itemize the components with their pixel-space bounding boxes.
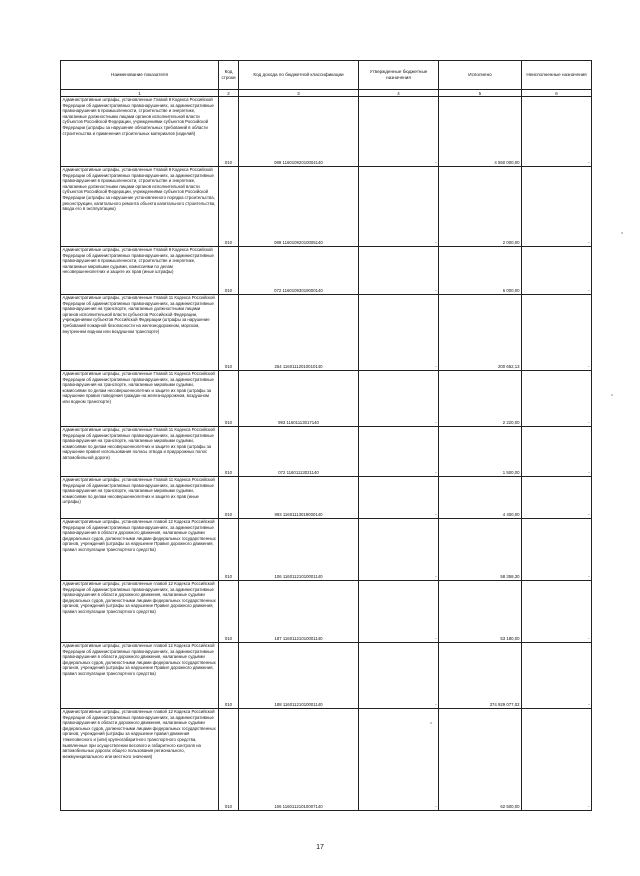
indicator-name-cell: Административные штрафы, установленные Главой 11 Кодекса Российской Федерации об административных правонарушениях, за административные правонарушения на транспорте, налагаемые мировыми судьями, комиссиями по делам несовершеннолетних и защите их прав (штрафы за нарушение правил использования полосы отвода и придорожных полос автомобильной дороги) xyxy=(61,427,219,477)
line-code-cell: 010 xyxy=(219,247,239,295)
indicator-name-cell: Административные штрафы, установленные Главой 9 Кодекса Российской Федерации об административных правонарушениях, за административные правонарушения в промышленности, строительстве и энергетике, налагаемые должностными лицами органов исполнительной власти субъектов Российской Федерации, учреждениями субъектов Российской Федерации (штрафы за нарушение установленного порядка строительства, реконструкции, капитального ремонта объекта капитального строительства, ввода его в эксплуатацию) xyxy=(61,167,219,247)
header-line-code: Код строки xyxy=(219,61,239,90)
indicator-name-cell: Административные штрафы, установленные главой 12 Кодекса Российской Федерации об административных правонарушениях, за административные правонарушения в области дорожного движения, налагаемые судьями федеральных судов, должностными лицами федеральных государственных органов, учреждений (штрафы за нарушение Правил дорожного движения, правил эксплуатации транспортного средства) xyxy=(61,643,219,709)
approved-cell: - xyxy=(359,247,439,295)
unexecuted-cell: - xyxy=(522,643,592,709)
line-code-cell: 010 xyxy=(219,167,239,247)
column-number: 4 xyxy=(359,90,439,97)
table-row xyxy=(61,247,592,295)
column-number: 2 xyxy=(219,90,239,97)
page-number: 17 xyxy=(316,844,324,851)
indicator-name-cell: Административные штрафы, установленные Главой 11 Кодекса Российской Федерации об административных правонарушениях, за административные правонарушения на транспорте, налагаемые должностными лицами органов исполнительной власти субъектов Российской Федерации, учреждениями субъектов Российской Федерации (штрафы за нарушение требований пожарной безопасности на железнодорожном, морском, внутреннем водном или воздушном транспорте) xyxy=(61,295,219,371)
unexecuted-cell: - xyxy=(522,167,592,247)
approved-cell: - xyxy=(359,167,439,247)
table-row xyxy=(61,295,592,371)
header-approved-appropriations: Утвержденные бюджетные назначения xyxy=(359,61,439,90)
indicator-name-cell: Административные штрафы, установленные Главой 9 Кодекса Российской Федерации об административных правонарушениях, за административные правонарушения в промышленности, строительстве и энергетике, налагаемые должностными лицами органов исполнительной власти субъектов Российской Федерации, учреждениями субъектов Российской Федерации (штрафы за нарушение обязательных требований в области строительства и применения строительных материалов (изделий) xyxy=(61,97,219,167)
approved-cell: - xyxy=(359,97,439,167)
column-number-row xyxy=(61,90,592,97)
budget-classification-code-cell: 188 11601121010001140 xyxy=(239,643,359,709)
scan-speck xyxy=(611,394,613,396)
unexecuted-cell: - xyxy=(522,519,592,581)
table-row xyxy=(61,97,592,167)
unexecuted-cell: - xyxy=(522,709,592,811)
executed-cell: 62 500,00 xyxy=(439,709,522,811)
executed-cell: 4 550 000,00 xyxy=(439,97,522,167)
budget-execution-table xyxy=(60,60,592,811)
unexecuted-cell: - xyxy=(522,477,592,519)
table-row xyxy=(61,371,592,427)
header-indicator-name: Наименование показателя xyxy=(61,61,219,90)
executed-cell: 6 000,00 xyxy=(439,247,522,295)
unexecuted-cell: - xyxy=(522,247,592,295)
approved-cell: - xyxy=(359,427,439,477)
executed-cell: 2 000,00 xyxy=(439,167,522,247)
budget-classification-code-cell: 254 11601112010010140 xyxy=(239,295,359,371)
approved-cell: - xyxy=(359,643,439,709)
unexecuted-cell: - xyxy=(522,371,592,427)
table-header-row xyxy=(61,61,592,90)
column-number: 3 xyxy=(239,90,359,97)
executed-cell: 53 180,00 xyxy=(439,581,522,643)
column-number: 6 xyxy=(522,90,592,97)
table-row xyxy=(61,709,592,811)
line-code-cell: 010 xyxy=(219,97,239,167)
budget-classification-code-cell: 106 11601121010001140 xyxy=(239,519,359,581)
approved-cell: - xyxy=(359,709,439,811)
executed-cell: 58 358,30 xyxy=(439,519,522,581)
budget-classification-code-cell: 993 11601113019000140 xyxy=(239,477,359,519)
budget-classification-code-cell: 089 11601092010005140 xyxy=(239,167,359,247)
approved-cell: - xyxy=(359,295,439,371)
line-code-cell: 010 xyxy=(219,643,239,709)
unexecuted-cell: - xyxy=(522,427,592,477)
scan-speck xyxy=(430,722,432,724)
header-unexecuted-appropriations: Неисполненные назначения xyxy=(522,61,592,90)
indicator-name-cell: Административные штрафы, установленные Главой 11 Кодекса Российской Федерации об административных правонарушениях, за административные правонарушения на транспорте, налагаемые мировыми судьями, комиссиями по делам несовершеннолетних и защите их прав (штрафы за нарушение правил поведения граждан на железнодорожном, воздушном или водном транспорте) xyxy=(61,371,219,427)
indicator-name-cell: Административные штрафы, установленные главой 12 Кодекса Российской Федерации об административных правонарушениях, за административные правонарушения в области дорожного движения, налагаемые судьями федеральных судов, должностными лицами федеральных государственных органов, учреждений (штрафы за нарушение правил движения тяжеловесного и (или) крупногабаритного транспортного средства, выявленные при осуществлении весового и габаритного контроля на автомобильных дорогах общего пользования регионального, межмуниципального или местного значения) xyxy=(61,709,219,811)
line-code-cell: 010 xyxy=(219,371,239,427)
executed-cell: 1 500,00 xyxy=(439,427,522,477)
approved-cell: - xyxy=(359,477,439,519)
indicator-name-cell: Административные штрафы, установленные главой 12 Кодекса Российской Федерации об административных правонарушениях, за административные правонарушения в области дорожного движения, налагаемые судьями федеральных судов, должностными лицами федеральных государственных органов, учреждений (штрафы за нарушение Правил дорожного движения, правил эксплуатации транспортного средства) xyxy=(61,519,219,581)
budget-classification-code-cell: 089 11601092010004140 xyxy=(239,97,359,167)
approved-cell: - xyxy=(359,581,439,643)
approved-cell: - xyxy=(359,519,439,581)
executed-cell: 2 220,00 xyxy=(439,371,522,427)
approved-cell: - xyxy=(359,371,439,427)
line-code-cell: 010 xyxy=(219,427,239,477)
line-code-cell: 010 xyxy=(219,709,239,811)
header-executed: Исполнено xyxy=(439,61,522,90)
unexecuted-cell: - xyxy=(522,581,592,643)
line-code-cell: 010 xyxy=(219,519,239,581)
table-row xyxy=(61,581,592,643)
column-number: 5 xyxy=(439,90,522,97)
unexecuted-cell: - xyxy=(522,97,592,167)
table-row xyxy=(61,477,592,519)
column-number: 1 xyxy=(61,90,219,97)
budget-classification-code-cell: 993 11601113017140 xyxy=(239,371,359,427)
line-code-cell: 010 xyxy=(219,477,239,519)
unexecuted-cell: - xyxy=(522,295,592,371)
executed-cell: 200 652,13 xyxy=(439,295,522,371)
table-row xyxy=(61,167,592,247)
budget-classification-code-cell: 106 11601121010007140 xyxy=(239,709,359,811)
line-code-cell: 010 xyxy=(219,295,239,371)
executed-cell: 4 400,00 xyxy=(439,477,522,519)
header-budget-classification-code: Код дохода по бюджетной классификации xyxy=(239,61,359,90)
indicator-name-cell: Административные штрафы, установленные главой 12 Кодекса Российской Федерации об административных правонарушениях, за административные правонарушения в области дорожного движения, налагаемые судьями федеральных судов, должностными лицами федеральных государственных органов, учреждений (штрафы за нарушение Правил дорожного движения, правил эксплуатации транспортного средства) xyxy=(61,581,219,643)
budget-classification-code-cell: 072 11601113021140 xyxy=(239,427,359,477)
budget-classification-code-cell: 072 11601093019000140 xyxy=(239,247,359,295)
budget-classification-code-cell: 187 11601121010001140 xyxy=(239,581,359,643)
line-code-cell: 010 xyxy=(219,581,239,643)
scan-speck xyxy=(621,232,623,234)
executed-cell: 374 929 077,02 xyxy=(439,643,522,709)
table-row xyxy=(61,519,592,581)
table-row xyxy=(61,427,592,477)
indicator-name-cell: Административные штрафы, установленные Главой 9 Кодекса Российской Федерации об административных правонарушениях, за административные правонарушения в промышленности, строительстве и энергетике, налагаемые мировыми судьями, комиссиями по делам несовершеннолетних и защите их прав (иные штрафы) xyxy=(61,247,219,295)
indicator-name-cell: Административные штрафы, установленные Главой 11 Кодекса Российской Федерации об административных правонарушениях, за административные правонарушения на транспорте, налагаемые мировыми судьями, комиссиями по делам несовершеннолетних и защите их прав (иные штрафы) xyxy=(61,477,219,519)
table-row xyxy=(61,643,592,709)
